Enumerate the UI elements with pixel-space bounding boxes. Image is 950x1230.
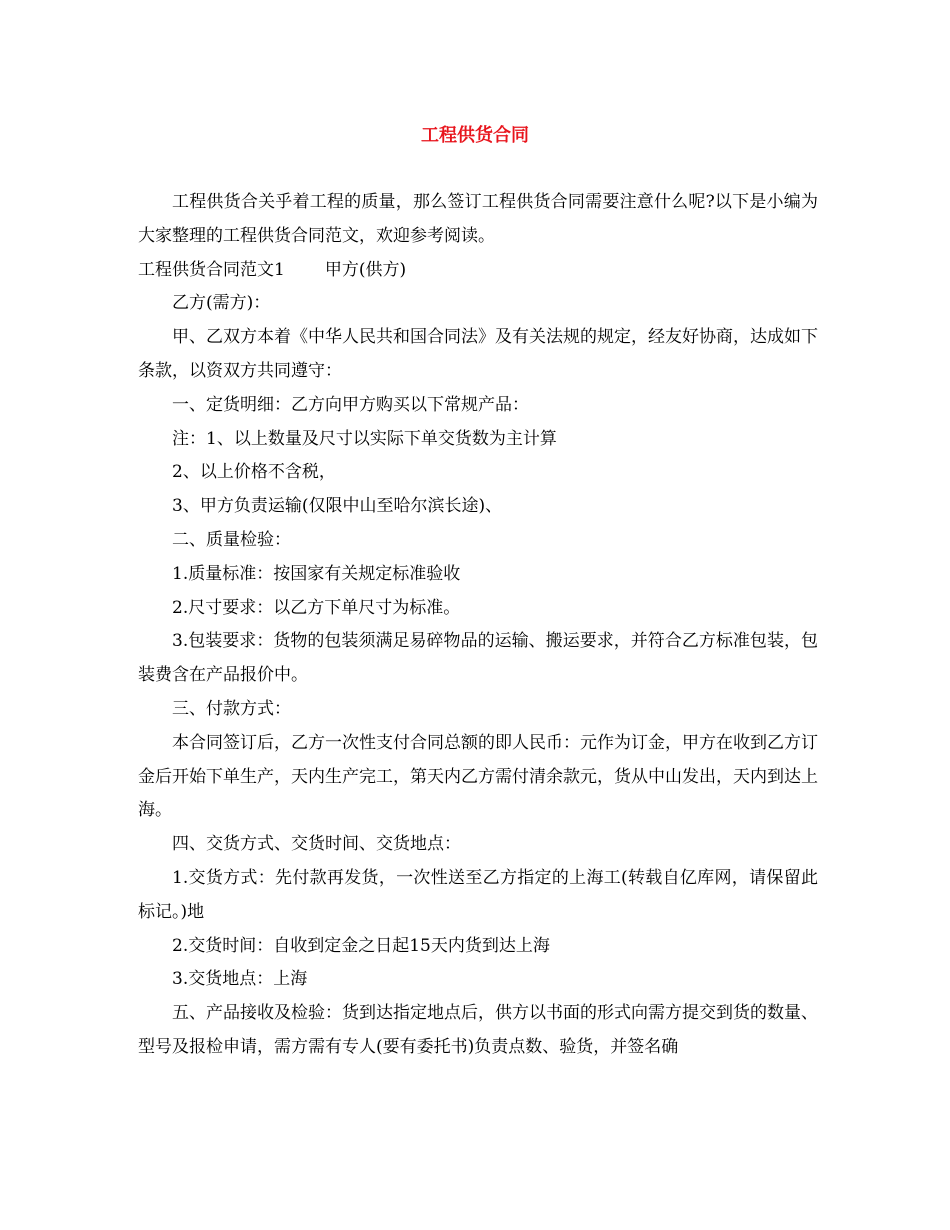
paragraph-quality-heading: 二、质量检验： bbox=[172, 529, 291, 550]
paragraph-order-details: 一、定货明细：乙方向甲方购买以下常规产品： bbox=[172, 394, 529, 415]
paragraph-inspection: 五、产品接收及检验：货到达指定地点后，供方以书面的形式向需方提交到货的数量、型号及报检申请，需方需有专人(要有委托书)负责点数、验货，并签名确 bbox=[138, 1003, 818, 1057]
document-body bbox=[138, 186, 818, 1065]
paragraph-preamble: 甲、乙双方本着《中华人民共和国合同法》及有关法规的规定，经友好协商，达成如下条款，以资双方共同遵守： bbox=[138, 327, 818, 381]
paragraph-note-3: 3、甲方负责运输(仅限中山至哈尔滨长途)、 bbox=[172, 496, 503, 517]
paragraph-quality-2: 2.尺寸要求：以乙方下单尺寸为标准。 bbox=[172, 597, 461, 618]
document-title: 工程供货合同 bbox=[421, 125, 529, 146]
paragraph-sample-heading bbox=[138, 254, 818, 288]
paragraph-intro: 工程供货合关乎着工程的质量，那么签订工程供货合同需要注意什么呢?以下是小编为大家整理的工程供货合同范文，欢迎参考阅读。 bbox=[138, 192, 818, 246]
paragraph-delivery-2: 2.交货时间：自收到定金之日起15天内货到达上海 bbox=[172, 935, 550, 956]
paragraph-delivery-1: 1.交货方式：先付款再发货，一次性送至乙方指定的上海工(转载自亿库网，请保留此标记。)地 bbox=[138, 867, 818, 922]
paragraph-payment-heading: 三、付款方式： bbox=[172, 698, 291, 719]
party-a-label: 甲方(供方) bbox=[324, 259, 407, 280]
paragraph-note-2: 2、以上价格不含税， bbox=[172, 462, 336, 483]
paragraph-payment-body: 本合同签订后，乙方一次性支付合同总额的即人民币：元作为订金，甲方在收到乙方订金后开始下单生产，天内生产完工，第天内乙方需付清余款元，货从中山发出，天内到达上海。 bbox=[138, 732, 818, 821]
paragraph-quality-3: 3.包装要求：货物的包装须满足易碎物品的运输、搬运要求，并符合乙方标准包装，包装费含在产品报价中。 bbox=[138, 631, 818, 686]
paragraph-quality-1: 1.质量标准：按国家有关规定标准验收 bbox=[172, 563, 461, 584]
sample-label: 工程供货合同范文1 bbox=[138, 259, 285, 280]
paragraph-party-b: 乙方(需方)： bbox=[172, 293, 271, 314]
paragraph-delivery-3: 3.交货地点：上海 bbox=[172, 969, 308, 990]
paragraph-delivery-heading: 四、交货方式、交货时间、交货地点： bbox=[172, 834, 461, 855]
paragraph-note-1: 注：1、以上数量及尺寸以实际下单交货数为主计算 bbox=[172, 428, 557, 449]
